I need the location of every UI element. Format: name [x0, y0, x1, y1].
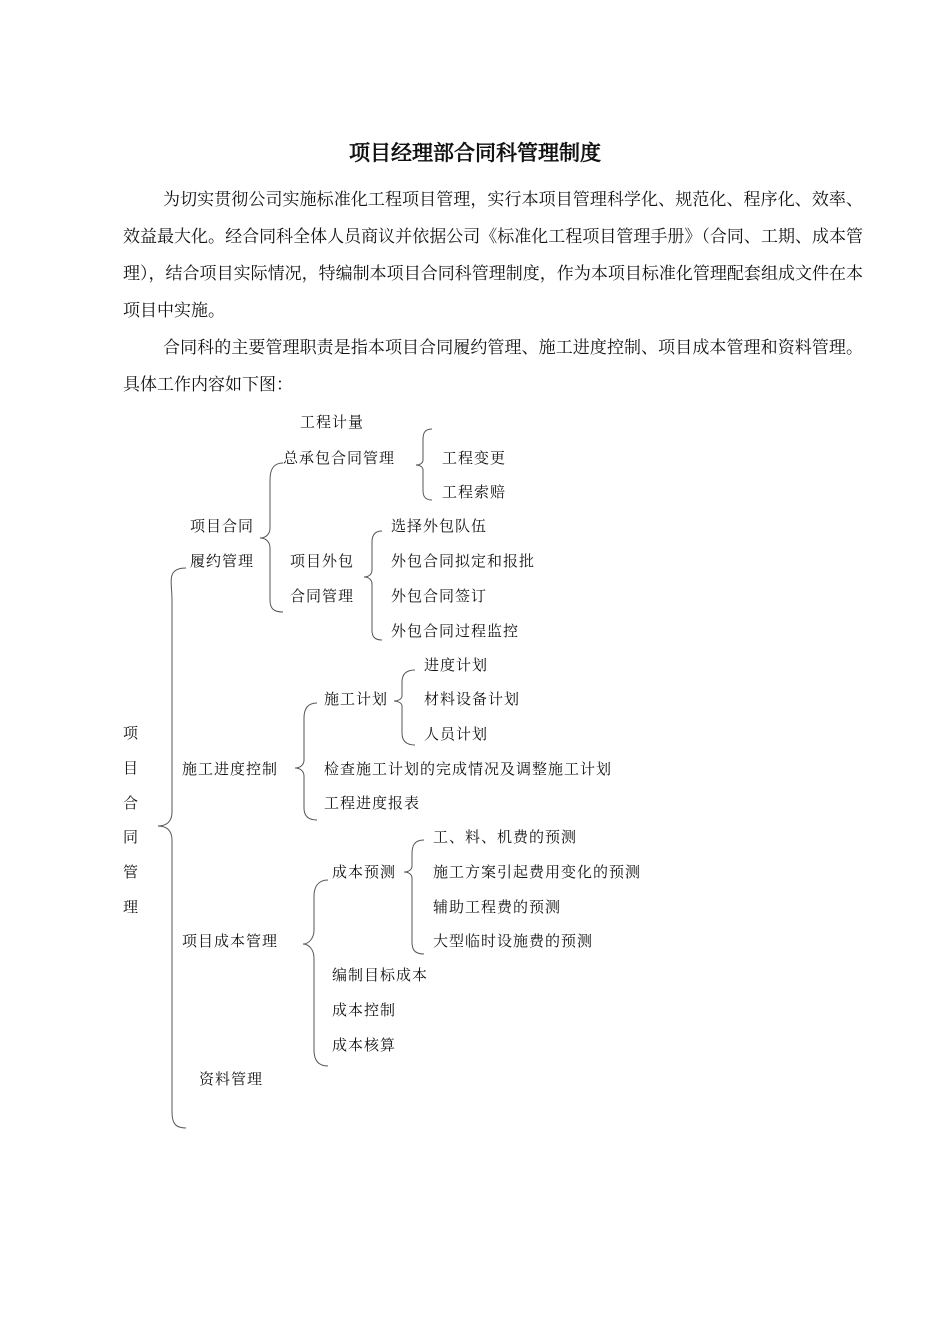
plan-item: 进度计划	[424, 656, 489, 674]
plan-item: 人员计划	[424, 725, 489, 743]
cost-node: 项目成本管理	[182, 932, 279, 950]
forecast-item: 工、料、机费的预测	[433, 828, 578, 846]
plan-item: 材料设备计划	[424, 690, 521, 708]
cost-item: 成本控制	[332, 1001, 397, 1019]
docs-node: 资料管理	[199, 1070, 264, 1088]
general-contract-item: 工程变更	[442, 449, 507, 467]
general-contract-brace	[416, 429, 432, 500]
contract-node-label: 项目合同	[190, 517, 255, 535]
root-char: 同	[123, 828, 140, 846]
contract-brace	[260, 463, 283, 612]
cost-brace	[303, 880, 328, 1066]
root-brace	[158, 568, 186, 1128]
cost-item: 编制目标成本	[332, 966, 429, 984]
subcontract-brace	[364, 531, 382, 640]
root-char: 合	[123, 794, 140, 812]
forecast-item: 大型临时设施费的预测	[433, 932, 594, 950]
forecast-item: 辅助工程费的预测	[433, 898, 562, 916]
subcontract-item: 外包合同过程监控	[391, 622, 520, 640]
contract-node-label: 履约管理	[190, 552, 255, 570]
duties-paragraph: 合同科的主要管理职责是指本项目合同履约管理、施工进度控制、项目成本管理和资料管理。具体工作内容如下图：	[123, 338, 863, 395]
check-plan-node: 检查施工计划的完成情况及调整施工计划	[324, 760, 613, 778]
forecast-brace	[404, 840, 424, 954]
subcontract-item: 外包合同签订	[391, 587, 488, 605]
root-char: 目	[123, 759, 140, 777]
root-char: 理	[123, 898, 140, 916]
measurement-node: 工程计量	[300, 413, 365, 431]
document-title: 项目经理部合同科管理制度	[349, 141, 601, 165]
subcontract-item: 外包合同拟定和报批	[391, 552, 536, 570]
root-char: 项	[123, 724, 140, 742]
root-char: 管	[123, 863, 140, 881]
plan-brace	[394, 670, 415, 745]
progress-report-node: 工程进度报表	[324, 794, 421, 812]
general-contract-node: 总承包合同管理	[283, 449, 396, 467]
cost-item: 成本核算	[332, 1036, 397, 1054]
forecast-node: 成本预测	[332, 863, 397, 881]
subcontract-node-label: 合同管理	[290, 587, 355, 605]
schedule-brace	[295, 703, 317, 820]
forecast-item: 施工方案引起费用变化的预测	[433, 863, 642, 881]
intro-paragraph: 为切实贯彻公司实施标准化工程项目管理，实行本项目管理科学化、规范化、程序化、效率、效益最大化。经合同科全体人员商议并依据公司《标准化工程项目管理手册》（合同、工期、成本管理），结合项目实际情况，特编制本项目合同科管理制度，作为本项目标准化管理配套组成文件在本项目中实施。	[123, 190, 863, 321]
general-contract-item: 工程索赔	[442, 483, 507, 501]
schedule-node: 施工进度控制	[182, 760, 279, 778]
subcontract-item: 选择外包队伍	[391, 517, 488, 535]
plan-node: 施工计划	[324, 690, 389, 708]
subcontract-node-label: 项目外包	[290, 552, 355, 570]
